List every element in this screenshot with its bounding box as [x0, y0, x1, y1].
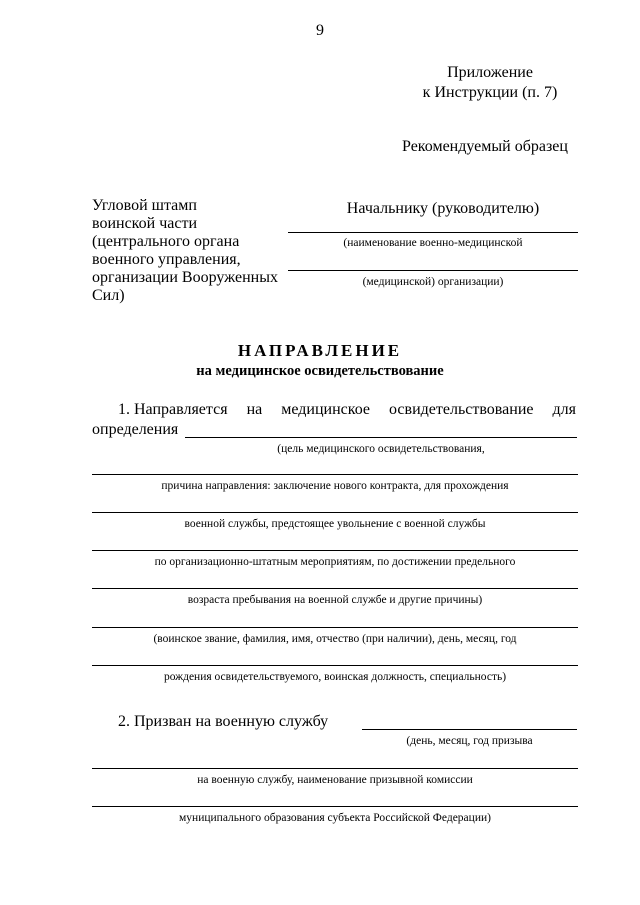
recommended-sample-label: Рекомендуемый образец — [402, 138, 568, 155]
item1-fill-line — [185, 437, 577, 438]
item1-label-determination: определения — [92, 421, 179, 438]
appendix-reference: к Инструкции (п. 7) — [422, 84, 558, 101]
item1-hint: (воинское звание, фамилия, имя, отчество (при наличии), день, месяц, год — [153, 633, 517, 645]
appendix-title: Приложение — [447, 64, 533, 81]
item2-label: 2. Призван на военную службу — [118, 713, 329, 730]
item1-fill-line — [92, 627, 578, 628]
item1-first-line — [118, 401, 576, 419]
addressee-hint: (наименование военно-медицинской — [343, 237, 523, 249]
item1-hint: военной службы, предстоящее увольнение с военной службы — [184, 518, 486, 530]
item2-hint: муниципального образования субъекта Российской Федерации) — [179, 812, 491, 824]
document-title: НАПРАВЛЕНИЕ — [237, 341, 403, 360]
stamp-line: (центрального органа — [92, 233, 240, 250]
item1-fill-line — [92, 512, 578, 513]
addressee-title: Начальнику (руководителю) — [346, 200, 540, 217]
document-subtitle: на медицинское освидетельствование — [196, 363, 444, 379]
item1-word: медицинское — [281, 401, 371, 418]
item2-hint: (день, месяц, год призыва — [406, 735, 533, 747]
addressee-hint: (медицинской) организации) — [362, 276, 504, 288]
item1-word: 1. Направляется — [118, 401, 228, 418]
stamp-line: Сил) — [92, 287, 125, 304]
item1-word: освидетельствование — [389, 401, 534, 418]
stamp-line: организации Вооруженных — [92, 269, 278, 286]
item1-word: на — [246, 401, 263, 418]
item1-word: для — [552, 401, 576, 418]
item2-fill-line — [362, 729, 577, 730]
addressee-fill-line — [288, 270, 578, 271]
item2-fill-line — [92, 806, 578, 807]
item1-hint: рождения освидетельствуемого, воинская должность, специальность) — [163, 671, 507, 683]
item1-fill-line — [92, 474, 578, 475]
stamp-line: военного управления, — [92, 251, 241, 268]
stamp-line: Угловой штамп — [92, 197, 197, 214]
item2-fill-line — [92, 768, 578, 769]
item1-fill-line — [92, 588, 578, 589]
page-number: 9 — [316, 22, 324, 39]
item1-fill-line — [92, 665, 578, 666]
addressee-fill-line — [288, 232, 578, 233]
stamp-line: воинской части — [92, 215, 197, 232]
item1-hint: по организационно-штатным мероприятиям, по достижении предельного — [154, 556, 516, 568]
item1-hint: причина направления: заключение нового контракта, для прохождения — [161, 480, 509, 492]
item1-fill-line — [92, 550, 578, 551]
item1-hint: возраста пребывания на военной службе и другие причины) — [187, 594, 483, 606]
item2-hint: на военную службу, наименование призывной комиссии — [197, 774, 473, 786]
item1-hint: (цель медицинского освидетельствования, — [277, 443, 485, 455]
